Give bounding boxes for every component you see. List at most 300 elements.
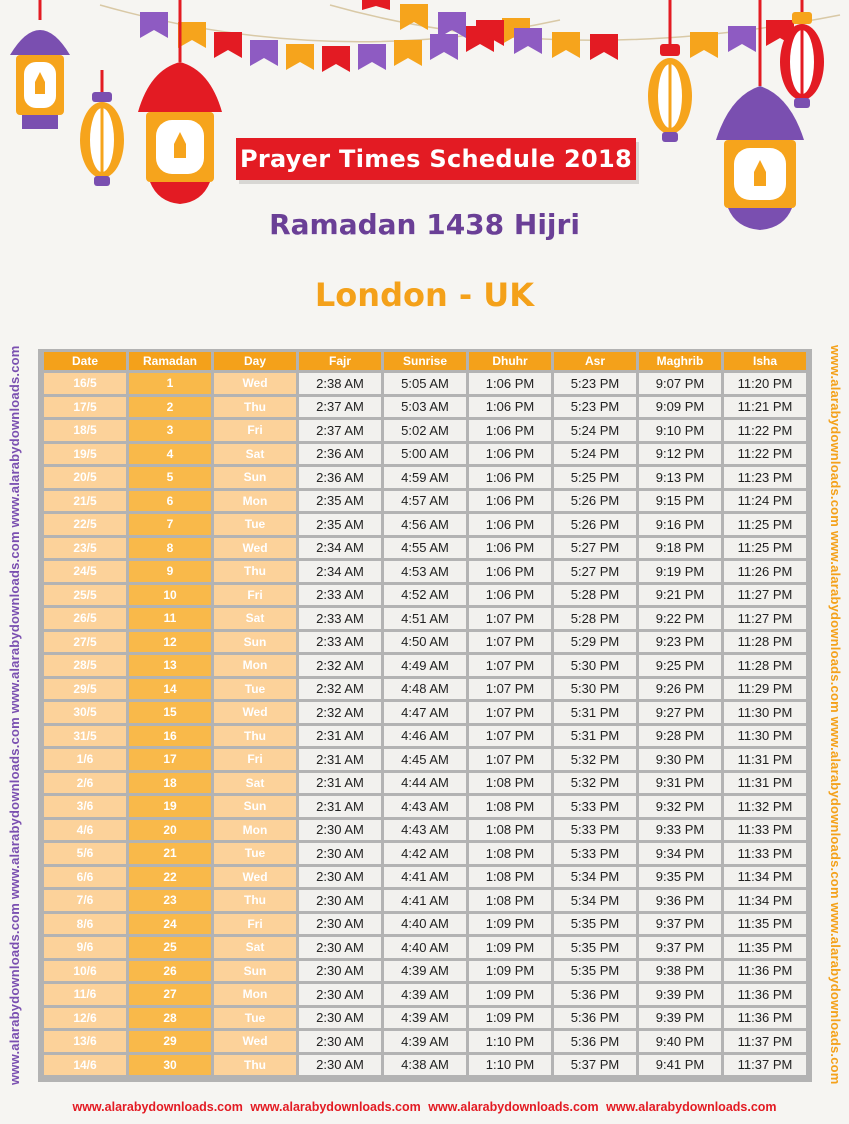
table-cell: 11:26 PM [724,561,806,582]
table-cell: 4:38 AM [384,1055,466,1076]
column-header: Dhuhr [469,352,551,370]
table-cell: 4:39 AM [384,1008,466,1029]
table-cell: Thu [214,726,296,747]
table-cell: 9:22 PM [639,608,721,629]
table-row [44,749,806,770]
table-cell: 1:09 PM [469,1008,551,1029]
table-cell: 5:35 PM [554,914,636,935]
table-cell: 2:30 AM [299,843,381,864]
table-cell: 2:35 AM [299,514,381,535]
table-cell: 9:31 PM [639,773,721,794]
table-cell: 5:30 PM [554,679,636,700]
table-cell: 11:37 PM [724,1055,806,1076]
table-cell: 1:08 PM [469,773,551,794]
table-cell: 11:36 PM [724,961,806,982]
table-cell: 1:07 PM [469,632,551,653]
table-row [44,585,806,606]
table-cell: Mon [214,984,296,1005]
table-cell: 11 [129,608,211,629]
table-row [44,984,806,1005]
table-cell: 9:38 PM [639,961,721,982]
table-cell: Fri [214,914,296,935]
table-cell: 9:41 PM [639,1055,721,1076]
table-cell: 11:27 PM [724,608,806,629]
table-cell: 8 [129,538,211,559]
table-cell: 4:45 AM [384,749,466,770]
table-cell: 6/6 [44,867,126,888]
table-cell: 2/6 [44,773,126,794]
table-cell: 14/6 [44,1055,126,1076]
table-cell: 4:39 AM [384,961,466,982]
table-header-row [44,352,806,370]
table-row [44,820,806,841]
table-cell: 17/5 [44,397,126,418]
table-cell: Tue [214,514,296,535]
table-cell: 4:41 AM [384,867,466,888]
table-cell: Fri [214,749,296,770]
table-cell: 9:34 PM [639,843,721,864]
table-row [44,914,806,935]
table-cell: 2:32 AM [299,702,381,723]
table-cell: 5:28 PM [554,608,636,629]
table-cell: 5:36 PM [554,1031,636,1052]
table-cell: 29/5 [44,679,126,700]
bunting-flags-icon [140,0,794,72]
lantern-icon [10,0,70,129]
table-cell: 4:48 AM [384,679,466,700]
table-cell: 9:40 PM [639,1031,721,1052]
table-cell: 5:30 PM [554,655,636,676]
column-header: Date [44,352,126,370]
table-cell: 5:33 PM [554,820,636,841]
table-cell: Sat [214,608,296,629]
table-cell: 11:28 PM [724,632,806,653]
table-cell: 2:36 AM [299,467,381,488]
table-cell: 9:23 PM [639,632,721,653]
table-cell: 9:21 PM [639,585,721,606]
table-cell: 2:31 AM [299,749,381,770]
table-cell: 16 [129,726,211,747]
table-cell: 2:30 AM [299,890,381,911]
table-cell: 28/5 [44,655,126,676]
table-cell: 25/5 [44,585,126,606]
table-cell: 11:34 PM [724,890,806,911]
table-cell: Mon [214,655,296,676]
table-cell: 9:28 PM [639,726,721,747]
table-cell: 22/5 [44,514,126,535]
table-cell: 1:08 PM [469,890,551,911]
table-cell: 5:36 PM [554,1008,636,1029]
table-cell: 2:31 AM [299,726,381,747]
table-cell: 2:33 AM [299,608,381,629]
table-cell: Tue [214,843,296,864]
table-cell: 12 [129,632,211,653]
table-cell: 5:26 PM [554,491,636,512]
table-cell: 12/6 [44,1008,126,1029]
table-cell: 5:32 PM [554,749,636,770]
table-cell: 5:36 PM [554,984,636,1005]
table-cell: 3 [129,420,211,441]
table-row [44,890,806,911]
table-row [44,655,806,676]
table-row [44,373,806,394]
table-cell: Wed [214,1031,296,1052]
table-cell: 9:32 PM [639,796,721,817]
table-cell: 1:09 PM [469,914,551,935]
table-cell: Sun [214,796,296,817]
table-cell: 2:30 AM [299,1055,381,1076]
table-cell: 4:57 AM [384,491,466,512]
table-cell: Wed [214,702,296,723]
table-cell: 4:42 AM [384,843,466,864]
prayer-times-table [41,349,809,1078]
table-cell: 9:37 PM [639,937,721,958]
table-cell: 1:06 PM [469,585,551,606]
table-cell: 11:30 PM [724,726,806,747]
lantern-icon [80,70,124,186]
table-cell: 2:30 AM [299,937,381,958]
table-cell: 10 [129,585,211,606]
table-cell: 9:13 PM [639,467,721,488]
table-cell: Thu [214,561,296,582]
table-row [44,491,806,512]
table-cell: Sat [214,773,296,794]
table-cell: Wed [214,373,296,394]
table-cell: 5:34 PM [554,890,636,911]
table-cell: 1:09 PM [469,937,551,958]
table-cell: 4:52 AM [384,585,466,606]
side-watermark-right: www.alarabydownloads.com www.alarabydownloads.com www.alarabydownloads.com www.alarabydownloads.com [828,345,843,1085]
table-cell: 2 [129,397,211,418]
table-cell: 7 [129,514,211,535]
table-cell: 9:39 PM [639,1008,721,1029]
table-cell: 5:35 PM [554,961,636,982]
table-cell: 2:32 AM [299,655,381,676]
table-cell: 4:47 AM [384,702,466,723]
table-cell: 22 [129,867,211,888]
footer-watermark: www.alarabydownloads.com www.alarabydownloads.com www.alarabydownloads.com www.alarabydownloads.com [72,1100,777,1114]
table-cell: Thu [214,1055,296,1076]
column-header: Ramadan [129,352,211,370]
table-cell: 5:35 PM [554,937,636,958]
table-cell: Sun [214,961,296,982]
table-cell: 5:33 PM [554,796,636,817]
table-cell: 30 [129,1055,211,1076]
table-cell: 1:07 PM [469,655,551,676]
table-cell: 11:31 PM [724,773,806,794]
table-cell: 1:06 PM [469,538,551,559]
table-cell: 9:19 PM [639,561,721,582]
table-cell: 11:28 PM [724,655,806,676]
table-cell: 5:02 AM [384,420,466,441]
table-cell: 4:43 AM [384,820,466,841]
table-cell: 1:06 PM [469,373,551,394]
table-cell: 2:31 AM [299,796,381,817]
page-subtitle: Ramadan 1438 Hijri [269,208,580,241]
table-cell: 11:36 PM [724,1008,806,1029]
table-cell: 1:06 PM [469,444,551,465]
table-cell: 4:39 AM [384,1031,466,1052]
table-cell: Wed [214,867,296,888]
table-cell: 18/5 [44,420,126,441]
table-cell: 14 [129,679,211,700]
table-cell: 4:39 AM [384,984,466,1005]
table-cell: Fri [214,585,296,606]
table-cell: 25 [129,937,211,958]
table-cell: 4/6 [44,820,126,841]
table-cell: 2:30 AM [299,984,381,1005]
table-row [44,397,806,418]
table-cell: 2:33 AM [299,585,381,606]
table-cell: 11:32 PM [724,796,806,817]
table-cell: Sat [214,444,296,465]
table-cell: 5:32 PM [554,773,636,794]
table-cell: 1:08 PM [469,843,551,864]
table-cell: 2:30 AM [299,820,381,841]
table-cell: 13 [129,655,211,676]
table-cell: 5:31 PM [554,702,636,723]
table-cell: 5:29 PM [554,632,636,653]
table-cell: 20/5 [44,467,126,488]
table-cell: 7/6 [44,890,126,911]
table-cell: 11:34 PM [724,867,806,888]
table-row [44,679,806,700]
table-cell: 1:06 PM [469,467,551,488]
table-cell: 1:06 PM [469,514,551,535]
table-cell: 11:27 PM [724,585,806,606]
table-row [44,1055,806,1076]
table-cell: Fri [214,420,296,441]
table-row [44,1031,806,1052]
table-cell: 5:27 PM [554,538,636,559]
table-cell: 11:20 PM [724,373,806,394]
table-cell: 19 [129,796,211,817]
table-cell: 1:09 PM [469,984,551,1005]
table-row [44,867,806,888]
lantern-icon [648,0,692,142]
table-cell: 5:03 AM [384,397,466,418]
table-cell: 2:36 AM [299,444,381,465]
table-cell: 4 [129,444,211,465]
table-cell: 28 [129,1008,211,1029]
table-cell: 4:56 AM [384,514,466,535]
table-cell: 1:09 PM [469,961,551,982]
table-row [44,843,806,864]
table-cell: 9:15 PM [639,491,721,512]
page-title: Prayer Times Schedule 2018 [239,145,633,173]
table-cell: Sat [214,937,296,958]
table-cell: 21 [129,843,211,864]
table-cell: 23/5 [44,538,126,559]
table-cell: 19/5 [44,444,126,465]
table-row [44,961,806,982]
table-row [44,937,806,958]
table-cell: 1:06 PM [469,420,551,441]
table-cell: 8/6 [44,914,126,935]
table-cell: 11:24 PM [724,491,806,512]
table-cell: 11:36 PM [724,984,806,1005]
table-cell: 10/6 [44,961,126,982]
table-cell: 4:41 AM [384,890,466,911]
table-cell: 5:33 PM [554,843,636,864]
table-cell: 2:34 AM [299,561,381,582]
table-row [44,514,806,535]
table-cell: 5:37 PM [554,1055,636,1076]
table-row [44,796,806,817]
table-cell: 5 [129,467,211,488]
table-cell: 5:27 PM [554,561,636,582]
table-cell: 9:07 PM [639,373,721,394]
table-body [44,373,806,1075]
table-cell: 11:25 PM [724,538,806,559]
table-cell: 24/5 [44,561,126,582]
table-cell: Sun [214,632,296,653]
table-cell: 2:32 AM [299,679,381,700]
column-header: Sunrise [384,352,466,370]
table-cell: 1:07 PM [469,702,551,723]
lantern-icon [780,0,824,108]
table-cell: 13/6 [44,1031,126,1052]
table-cell: 9:25 PM [639,655,721,676]
table-cell: 4:44 AM [384,773,466,794]
table-cell: 16/5 [44,373,126,394]
table-cell: 2:31 AM [299,773,381,794]
table-row [44,632,806,653]
column-header: Day [214,352,296,370]
table-cell: 4:51 AM [384,608,466,629]
table-cell: 5:24 PM [554,444,636,465]
table-cell: 9:09 PM [639,397,721,418]
table-cell: 1:07 PM [469,679,551,700]
table-cell: 4:40 AM [384,914,466,935]
table-cell: 2:35 AM [299,491,381,512]
table-cell: 1:08 PM [469,820,551,841]
table-cell: 17 [129,749,211,770]
table-cell: 2:38 AM [299,373,381,394]
table-cell: 27 [129,984,211,1005]
table-cell: Mon [214,820,296,841]
table-cell: Tue [214,679,296,700]
table-cell: 2:30 AM [299,961,381,982]
table-cell: 5:00 AM [384,444,466,465]
table-cell: 29 [129,1031,211,1052]
table-cell: 11:33 PM [724,820,806,841]
table-cell: 2:37 AM [299,397,381,418]
table-cell: 1:06 PM [469,491,551,512]
table-row [44,538,806,559]
table-cell: 1:07 PM [469,726,551,747]
table-cell: Tue [214,1008,296,1029]
table-row [44,702,806,723]
table-cell: 4:59 AM [384,467,466,488]
table-cell: Mon [214,491,296,512]
table-cell: 30/5 [44,702,126,723]
table-cell: 11:25 PM [724,514,806,535]
table-cell: 11:30 PM [724,702,806,723]
table-cell: 9:30 PM [639,749,721,770]
table-cell: 24 [129,914,211,935]
table-row [44,726,806,747]
table-cell: 11:21 PM [724,397,806,418]
table-cell: 2:30 AM [299,1031,381,1052]
table-cell: Thu [214,397,296,418]
table-cell: 15 [129,702,211,723]
table-cell: 31/5 [44,726,126,747]
table-row [44,444,806,465]
table-cell: 9:39 PM [639,984,721,1005]
table-cell: 11/6 [44,984,126,1005]
table-cell: Thu [214,890,296,911]
column-header: Fajr [299,352,381,370]
table-cell: 1:07 PM [469,749,551,770]
table-cell: 9:12 PM [639,444,721,465]
table-cell: 4:53 AM [384,561,466,582]
table-row [44,467,806,488]
table-cell: 4:46 AM [384,726,466,747]
table-cell: 1:08 PM [469,796,551,817]
table-cell: 9 [129,561,211,582]
table-cell: 9:18 PM [639,538,721,559]
table-cell: 1:08 PM [469,867,551,888]
table-cell: 11:29 PM [724,679,806,700]
table-cell: 1/6 [44,749,126,770]
table-cell: 4:50 AM [384,632,466,653]
table-cell: 9:26 PM [639,679,721,700]
table-cell: 1:06 PM [469,561,551,582]
table-cell: 26/5 [44,608,126,629]
table-cell: 2:30 AM [299,1008,381,1029]
table-cell: 11:22 PM [724,420,806,441]
table-cell: 5:31 PM [554,726,636,747]
table-cell: 1:10 PM [469,1031,551,1052]
table-cell: 9:37 PM [639,914,721,935]
table-cell: 4:40 AM [384,937,466,958]
table-cell: 11:22 PM [724,444,806,465]
table-row [44,773,806,794]
table-cell: Wed [214,538,296,559]
table-cell: 9:36 PM [639,890,721,911]
table-row [44,420,806,441]
table-cell: 11:33 PM [724,843,806,864]
table-cell: 2:37 AM [299,420,381,441]
table-cell: 1 [129,373,211,394]
table-row [44,1008,806,1029]
table-cell: 23 [129,890,211,911]
table-row [44,561,806,582]
table-cell: 1:07 PM [469,608,551,629]
table-cell: 6 [129,491,211,512]
table-cell: 26 [129,961,211,982]
table-cell: 2:33 AM [299,632,381,653]
table-cell: 9:33 PM [639,820,721,841]
table-cell: 5:23 PM [554,373,636,394]
table-cell: 9:16 PM [639,514,721,535]
table-cell: 2:30 AM [299,867,381,888]
table-cell: 11:31 PM [724,749,806,770]
title-banner [236,138,636,180]
table-cell: 5:26 PM [554,514,636,535]
table-cell: 27/5 [44,632,126,653]
table-cell: 18 [129,773,211,794]
table-row [44,608,806,629]
table-cell: 11:23 PM [724,467,806,488]
table-cell: 5:34 PM [554,867,636,888]
table-cell: 11:35 PM [724,914,806,935]
table-cell: 5:25 PM [554,467,636,488]
table-cell: 11:35 PM [724,937,806,958]
prayer-times-table-frame [38,349,812,1082]
table-cell: 1:10 PM [469,1055,551,1076]
